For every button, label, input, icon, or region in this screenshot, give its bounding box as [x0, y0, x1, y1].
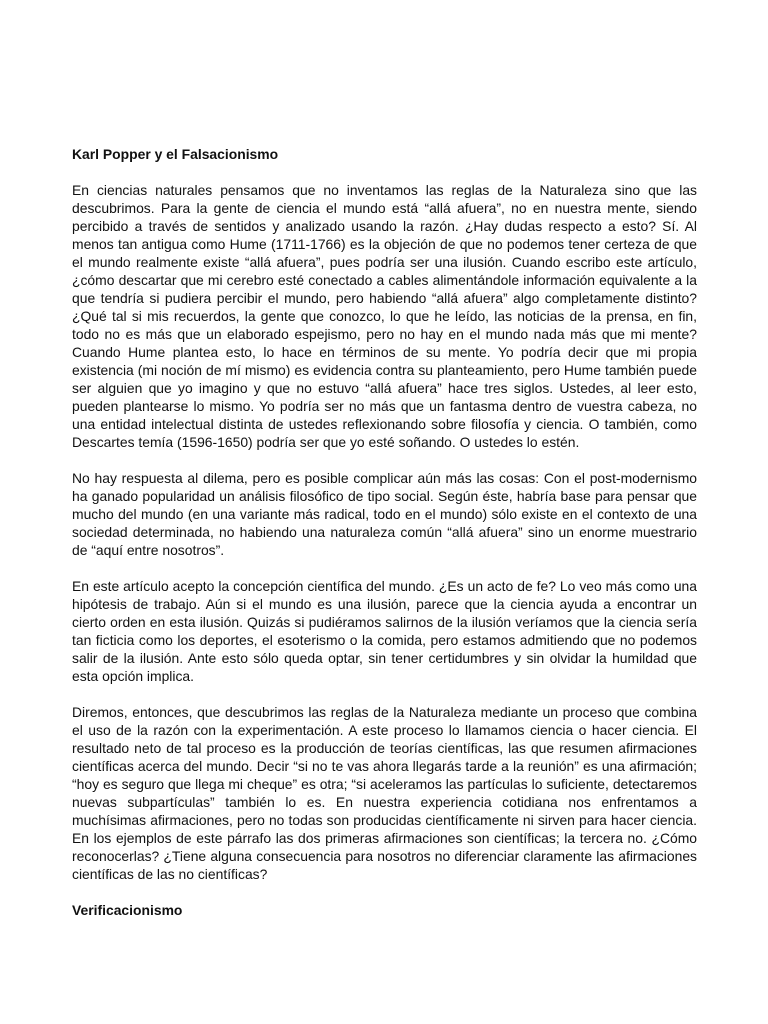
spacer	[72, 883, 697, 901]
paragraph-3: En este artículo acepto la concepción científica del mundo. ¿Es un acto de fe? Lo veo más como una hipótesis de trabajo. Aún si el mundo es una ilusión, parece que la ciencia ayuda a encontrar un cierto orden en esta ilusión. Quizás si pudiéramos salirnos de la ilusión veríamos que la ciencia sería tan ficticia como los deportes, el esoterismo o la comida, pero estamos admitiendo que no podemos salir de la ilusión. Ante esto sólo queda optar, sin tener certidumbres y sin olvidar la humildad que esta opción implica.	[72, 578, 697, 684]
spacer	[72, 559, 697, 577]
document-title: Karl Popper y el Falsacionismo	[72, 146, 279, 162]
spacer	[72, 163, 697, 181]
paragraph-4: Diremos, entonces, que descubrimos las reglas de la Naturaleza mediante un proceso que combina el uso de la razón con la experimentación. A este proceso lo llamamos ciencia o hacer ciencia. El resultado neto de tal proceso es la producción de teorías científicas, las que resumen afirmaciones científicas acerca del mundo. Decir “si no te vas ahora llegarás tarde a la reunión” es una afirmación; “hoy es seguro que llega mi cheque” es otra; “si aceleramos las partículas lo suficiente, detectaremos nuevas subpartículas” también lo es. En nuestra experiencia cotidiana nos enfrentamos a muchísimas afirmaciones, pero no todas son producidas científicamente ni sirven para hacer ciencia. En los ejemplos de este párrafo las dos primeras afirmaciones son científicas; la tercera no. ¿Cómo reconocerlas? ¿Tiene alguna consecuencia para nosotros no diferenciar claramente las afirmaciones científicas de las no científicas?	[72, 704, 697, 882]
paragraph-1: En ciencias naturales pensamos que no inventamos las reglas de la Naturaleza sino que las descubrimos. Para la gente de ciencia el mundo está “allá afuera”, no en nuestra mente, siendo percibido a través de sentidos y analizado usando la razón. ¿Hay dudas respecto a esto? Sí. Al menos tan antigua como Hume (1711-1766) es la objeción de que no podemos tener certeza de que el mundo realmente existe “allá afuera”, pues podría ser una ilusión. Cuando escribo este artículo, ¿cómo descartar que mi cerebro esté conectado a cables alimentándole información equivalente a la que tendría si pudiera percibir el mundo, pero habiendo “allá afuera” algo completamente distinto? ¿Qué tal si mis recuerdos, la gente que conozco, lo que he leído, las noticias de la prensa, en fin, todo no es más que un elaborado espejismo, pero no hay en el mundo nada más que mi mente? Cuando Hume plantea esto, lo hace en términos de su mente. Yo podría decir que mi propia existencia (mi noción de mí mismo) es evidencia contra su planteamiento, pero Hume también puede ser alguien que yo imagino y que no estuvo “allá afuera” hace tres siglos. Ustedes, al leer esto, pueden plantearse lo mismo. Yo podría ser no más que un fantasma dentro de vuestra cabeza, no una entidad intelectual distinta de ustedes reflexionando sobre filosofía y ciencia. O también, como Descartes temía (1596-1650) podría ser que yo esté soñando. O ustedes lo estén.	[72, 182, 697, 450]
paragraph-2: No hay respuesta al dilema, pero es posible complicar aún más las cosas: Con el post-modernismo ha ganado popularidad un análisis filosófico de tipo social. Según éste, habría base para pensar que mucho del mundo (en una variante más radical, todo en el mundo) sólo existe en el contexto de una sociedad determinada, no habiendo una naturaleza común “allá afuera” sino un enorme muestrario de “aquí entre nosotros”.	[72, 470, 697, 558]
spacer	[72, 685, 697, 703]
document-page	[72, 145, 697, 919]
spacer	[72, 451, 697, 469]
section-heading: Verificacionismo	[72, 902, 183, 918]
